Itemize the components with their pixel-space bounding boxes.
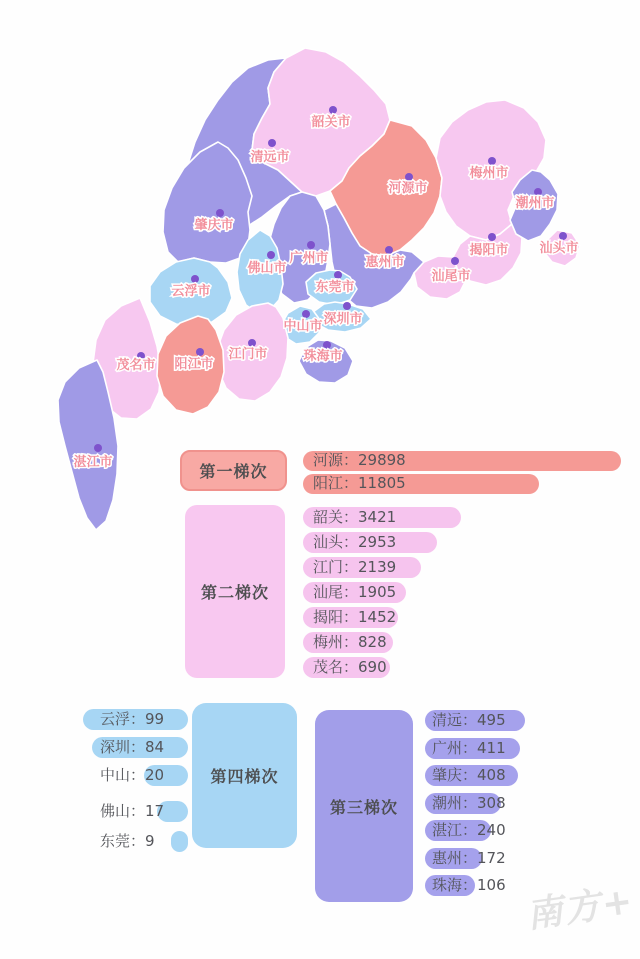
bar-row-shanwei [303, 582, 503, 603]
bar-row-shaoguan [303, 507, 503, 528]
bar-row-chaozhou [425, 793, 625, 814]
bar-row-yunfu [83, 709, 188, 730]
bar-label-shaoguan: 韶关：3421 [313, 508, 397, 526]
city-dot-qingyuan [268, 139, 276, 147]
tier1-box [180, 450, 287, 491]
city-label-guangzhou: 广州市 [289, 251, 329, 266]
city-label-shantou: 汕头市 [539, 241, 579, 256]
bar-label-foshan: 佛山：17 [100, 802, 165, 820]
bar-label-zhanjiang: 湛江：240 [432, 821, 506, 839]
bar-label-guangzhou: 广州：411 [432, 739, 506, 757]
bar-row-guangzhou [425, 738, 625, 759]
bar-label-dongguan: 东莞：9 [100, 832, 155, 850]
bar-label-chaozhou: 潮州：308 [432, 794, 506, 812]
bar-label-yangjiang: 阳江：11805 [313, 474, 406, 492]
city-dot-yangjiang [196, 348, 204, 356]
city-dot-meizhou [488, 157, 496, 165]
bar-dongguan [171, 831, 188, 852]
city-dot-foshan [267, 251, 275, 259]
bar-label-zhongshan: 中山：20 [100, 766, 165, 784]
city-dot-zhuhai [323, 341, 331, 349]
city-dot-jiangmen [248, 339, 256, 347]
city-label-yunfu: 云浮市 [171, 284, 211, 299]
bar-row-zhaoqing [425, 765, 625, 786]
bar-label-heyuan: 河源：29898 [313, 451, 406, 469]
bar-label-qingyuan: 清远：495 [432, 711, 506, 729]
city-label-heyuan: 河源市 [388, 181, 428, 196]
city-label-dongguan: 东莞市 [315, 280, 355, 295]
city-label-zhaoqing: 肇庆市 [194, 218, 234, 233]
city-dot-heyuan [405, 173, 413, 181]
city-dot-shanwei [451, 257, 459, 265]
city-dot-huizhou [385, 246, 393, 254]
city-dot-shaoguan [329, 106, 337, 114]
bar-row-shantou [303, 532, 503, 553]
bar-row-dongguan [83, 831, 188, 852]
bar-row-meizhou [303, 632, 503, 653]
city-dot-yunfu [191, 275, 199, 283]
bar-label-zhaoqing: 肇庆：408 [432, 766, 506, 784]
bar-label-meizhou: 梅州：828 [313, 633, 387, 651]
bar-row-zhongshan [83, 765, 188, 786]
city-label-foshan: 佛山市 [247, 261, 287, 276]
nanfang-plus-watermark: 南方+ [524, 880, 637, 937]
city-label-qingyuan: 清远市 [250, 150, 290, 165]
bar-row-jieyang [303, 607, 503, 628]
city-dot-zhongshan [302, 310, 310, 318]
bar-label-jieyang: 揭阳：1452 [313, 608, 397, 626]
city-dot-zhaoqing [216, 209, 224, 217]
bar-row-maoming [303, 657, 503, 678]
city-dot-shenzhen [343, 302, 351, 310]
tier4-box-label: 第四梯次 [210, 767, 279, 786]
city-label-shenzhen: 深圳市 [323, 312, 363, 327]
city-label-meizhou: 梅州市 [469, 166, 509, 181]
bar-label-zhuhai: 珠海：106 [432, 876, 506, 894]
bar-label-huizhou: 惠州：172 [432, 849, 506, 867]
city-label-jieyang: 揭阳市 [469, 243, 509, 258]
region-zhaoqing [163, 142, 252, 263]
bar-row-huizhou [425, 848, 625, 869]
city-dot-zhanjiang [94, 444, 102, 452]
city-label-shaoguan: 韶关市 [311, 115, 351, 130]
city-label-jiangmen: 江门市 [228, 347, 268, 362]
tier2-box [185, 505, 285, 678]
city-dot-chaozhou [534, 188, 542, 196]
city-dot-guangzhou [307, 241, 315, 249]
bar-row-heyuan [303, 451, 633, 472]
bar-row-yangjiang [303, 474, 633, 495]
bar-label-shantou: 汕头：2953 [313, 533, 397, 551]
tier4-box [192, 703, 297, 848]
city-dot-shantou [559, 232, 567, 240]
city-label-chaozhou: 潮州市 [515, 196, 555, 211]
bar-row-foshan [83, 801, 188, 822]
bar-row-shenzhen [83, 737, 188, 758]
city-label-maoming: 茂名市 [116, 358, 156, 373]
bar-label-maoming: 茂名：690 [313, 658, 387, 676]
city-label-huizhou: 惠州市 [365, 255, 405, 270]
tier3-box [315, 710, 413, 902]
city-dot-dongguan [334, 271, 342, 279]
city-label-zhongshan: 中山市 [283, 319, 323, 334]
bar-label-shenzhen: 深圳：84 [100, 738, 165, 756]
bar-row-qingyuan [425, 710, 625, 731]
bar-row-zhanjiang [425, 820, 625, 841]
bar-row-jiangmen [303, 557, 503, 578]
city-label-zhanjiang: 湛江市 [73, 455, 113, 470]
tier1-box-label: 第一梯次 [199, 462, 268, 481]
tier2-box-label: 第二梯次 [200, 583, 269, 602]
tier3-box-label: 第三梯次 [329, 797, 398, 817]
bar-label-yunfu: 云浮：99 [100, 710, 165, 728]
bar-label-jiangmen: 江门：2139 [313, 558, 397, 576]
city-dot-jieyang [488, 233, 496, 241]
city-label-zhuhai: 珠海市 [303, 349, 343, 364]
city-label-shanwei: 汕尾市 [431, 269, 471, 284]
city-label-yangjiang: 阳江市 [174, 357, 214, 372]
bar-label-shanwei: 汕尾：1905 [313, 583, 397, 601]
